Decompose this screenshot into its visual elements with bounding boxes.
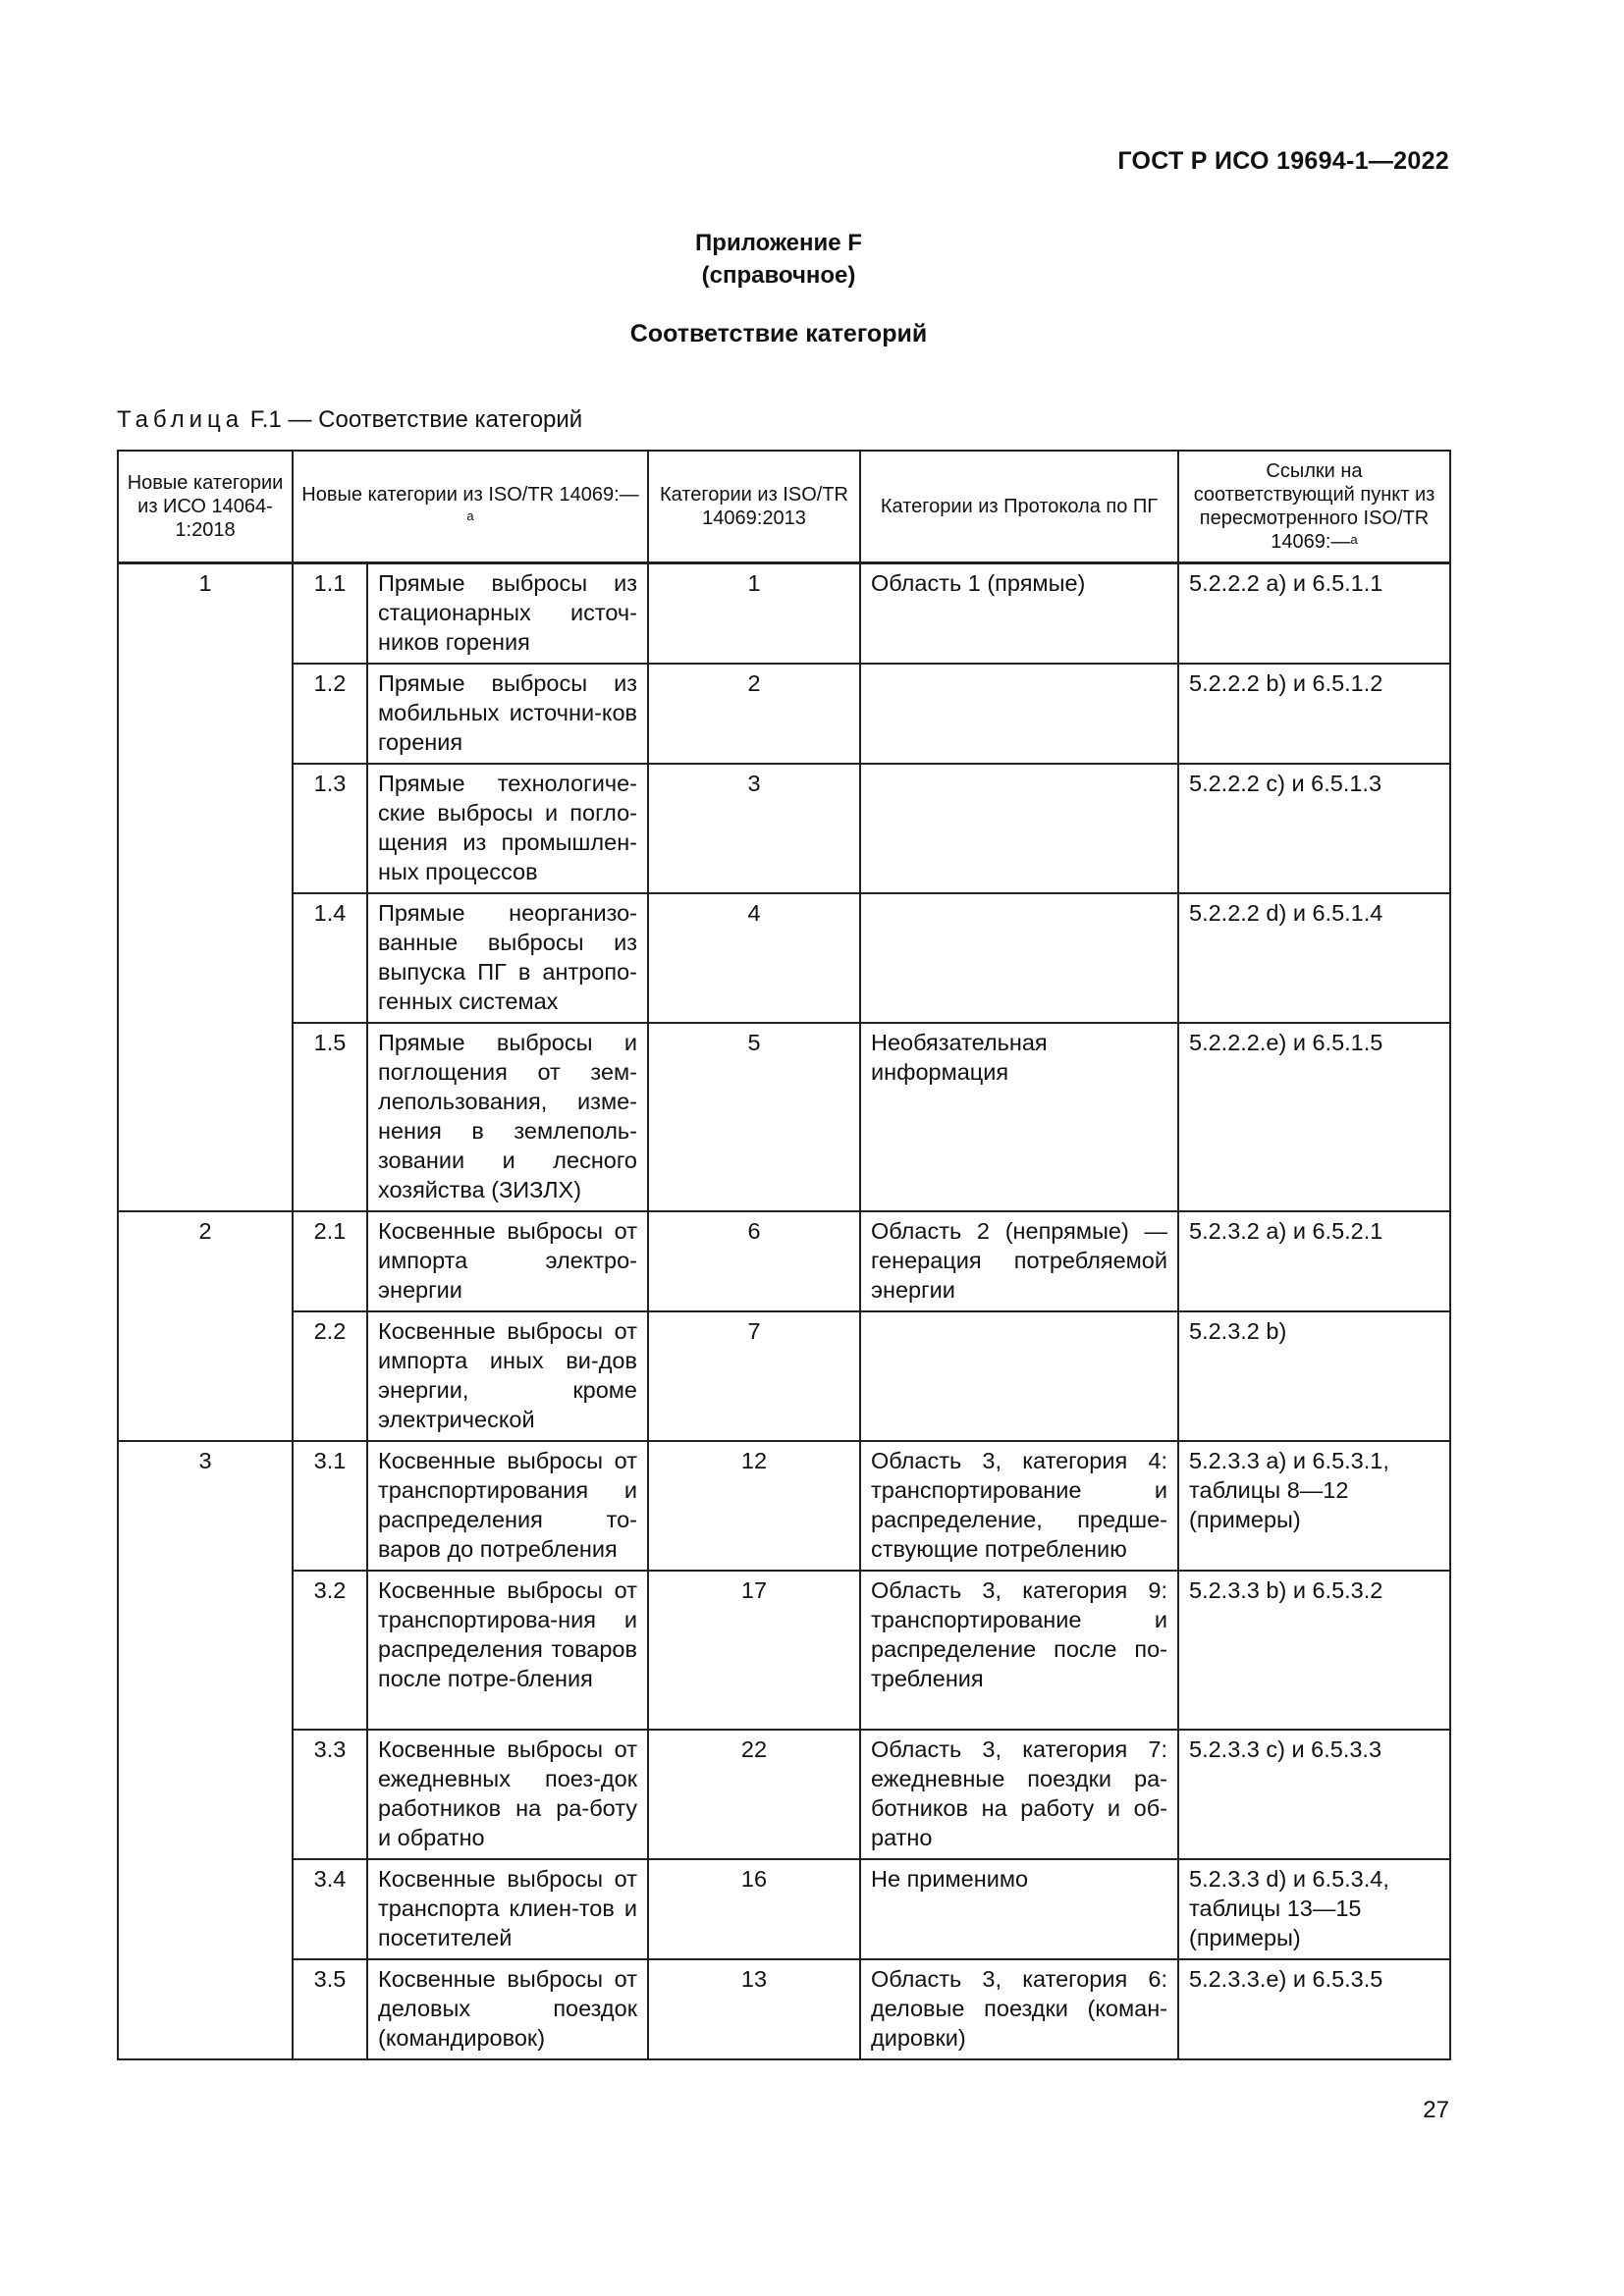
table-row (118, 562, 1450, 664)
header-col2-text: Новые категории из ISO/TR 14069:— (301, 483, 639, 506)
cell-category-code: 1.3 (293, 764, 367, 893)
cell-old-category: 4 (648, 893, 860, 1023)
cell-category-name: Прямые неорганизо-ванные выбросы из выпуска ПГ в антропо-генных системах (367, 893, 648, 1023)
document-code: ГОСТ Р ИСО 19694-1—2022 (1117, 147, 1449, 175)
cell-old-category: 2 (648, 664, 860, 764)
cell-category-name: Косвенные выбросы от импорта электро-энергии (367, 1211, 648, 1311)
cell-ghg-protocol: Область 3, категория 4: транспортирование и распределение, предше-ствующие потреблению (860, 1441, 1178, 1571)
cell-ghg-protocol: Область 2 (непрямые) — генерация потребляемой энергии (860, 1211, 1178, 1311)
table-row (118, 1571, 1450, 1730)
cell-reference: 5.2.2.2 c) и 6.5.1.3 (1178, 764, 1450, 893)
cell-ghg-protocol (860, 893, 1178, 1023)
table-row (118, 893, 1450, 1023)
cell-category-code: 3.2 (293, 1571, 367, 1730)
cell-reference: 5.2.3.2 a) и 6.5.2.1 (1178, 1211, 1450, 1311)
cell-category-code: 1.2 (293, 664, 367, 764)
cell-old-category: 12 (648, 1441, 860, 1571)
header-references (1178, 451, 1450, 562)
table-caption-prefix: Таблица (117, 406, 244, 433)
table-row (118, 1441, 1450, 1571)
table-row (118, 1859, 1450, 1959)
table-row (118, 1730, 1450, 1859)
cell-reference: 5.2.3.2 b) (1178, 1311, 1450, 1441)
table-row (118, 664, 1450, 764)
cell-reference: 5.2.3.3 a) и 6.5.3.1, таблицы 8—12 (примеры) (1178, 1441, 1450, 1571)
cell-old-category: 16 (648, 1859, 860, 1959)
cell-category-name: Прямые выбросы и поглощения от зем-лепользования, изме-нения в землеполь-зовании и лесного хозяйства (ЗИЗЛХ) (367, 1023, 648, 1211)
header-ghg-protocol-categories (860, 451, 1178, 562)
cell-reference: 5.2.2.2 a) и 6.5.1.1 (1178, 562, 1450, 664)
cell-category-code: 2.2 (293, 1311, 367, 1441)
cell-reference: 5.2.3.3.e) и 6.5.3.5 (1178, 1959, 1450, 2059)
cell-old-category: 22 (648, 1730, 860, 1859)
table-row (118, 1959, 1450, 2059)
cell-reference: 5.2.3.3 c) и 6.5.3.3 (1178, 1730, 1450, 1859)
cell-reference: 5.2.3.3 b) и 6.5.3.2 (1178, 1571, 1450, 1730)
cell-category-name: Косвенные выбросы от импорта иных ви-дов энергии, кроме электрической (367, 1311, 648, 1441)
cell-old-category: 1 (648, 562, 860, 664)
cell-old-category: 7 (648, 1311, 860, 1441)
cell-group-id: 1 (118, 562, 293, 1211)
page-number: 27 (1423, 2097, 1449, 2123)
appendix-title: Приложение F (695, 230, 862, 256)
table-row (118, 1211, 1450, 1311)
cell-category-code: 3.5 (293, 1959, 367, 2059)
cell-reference: 5.2.2.2 b) и 6.5.1.2 (1178, 664, 1450, 764)
table-caption (117, 406, 582, 434)
table-row (118, 1311, 1450, 1441)
header-col5-footnote: a (1350, 531, 1358, 547)
cell-old-category: 13 (648, 1959, 860, 2059)
header-col3-text: Категории из ISO/TR 14069:2013 (660, 483, 848, 529)
cell-old-category: 6 (648, 1211, 860, 1311)
appendix-heading: Соответствие категорий (629, 320, 928, 347)
cell-old-category: 5 (648, 1023, 860, 1211)
cell-category-code: 3.4 (293, 1859, 367, 1959)
cell-category-name: Косвенные выбросы от транспортирования и распределения то-варов до потребления (367, 1441, 648, 1571)
header-col1-text: Новые категории из ИСО 14064-1:2018 (127, 471, 284, 541)
cell-category-code: 2.1 (293, 1211, 367, 1311)
category-correspondence-table (117, 450, 1451, 2060)
cell-category-code: 3.1 (293, 1441, 367, 1571)
cell-old-category: 17 (648, 1571, 860, 1730)
header-categories-isotr14069-2013 (648, 451, 860, 562)
cell-category-name: Прямые технологиче-ские выбросы и погло-щения из промышлен-ных процессов (367, 764, 648, 893)
cell-ghg-protocol (860, 764, 1178, 893)
cell-ghg-protocol (860, 1311, 1178, 1441)
cell-reference: 5.2.3.3 d) и 6.5.3.4, таблицы 13—15 (примеры) (1178, 1859, 1450, 1959)
cell-ghg-protocol: Область 3, категория 7: ежедневные поездки ра-ботников на работу и об-ратно (860, 1730, 1178, 1859)
table-row (118, 1023, 1450, 1211)
header-new-categories-iso14064 (118, 451, 293, 562)
header-col4-text: Категории из Протокола по ПГ (880, 495, 1159, 517)
cell-category-code: 3.3 (293, 1730, 367, 1859)
cell-category-code: 1.1 (293, 562, 367, 664)
cell-category-code: 1.4 (293, 893, 367, 1023)
appendix-subtitle: (справочное) (701, 262, 856, 289)
cell-ghg-protocol: Область 1 (прямые) (860, 562, 1178, 664)
header-new-categories-isotr14069 (293, 451, 648, 562)
cell-category-name: Косвенные выбросы от транспорта клиен-тов и посетителей (367, 1859, 648, 1959)
cell-ghg-protocol: Не применимо (860, 1859, 1178, 1959)
cell-category-name: Прямые выбросы из стационарных источ-ников горения (367, 562, 648, 664)
cell-category-name: Прямые выбросы из мобильных источни-ков горения (367, 664, 648, 764)
cell-ghg-protocol: Необязательная информация (860, 1023, 1178, 1211)
cell-reference: 5.2.2.2.e) и 6.5.1.5 (1178, 1023, 1450, 1211)
header-col2-footnote: a (466, 507, 474, 523)
cell-ghg-protocol (860, 664, 1178, 764)
cell-category-code: 1.5 (293, 1023, 367, 1211)
header-col5-text: Ссылки на соответствующий пункт из пересмотренного ISO/TR 14069:— (1193, 459, 1435, 553)
table-header-row (118, 451, 1450, 562)
cell-category-name: Косвенные выбросы от деловых поездок (командировок) (367, 1959, 648, 2059)
cell-group-id: 3 (118, 1441, 293, 2059)
cell-reference: 5.2.2.2 d) и 6.5.1.4 (1178, 893, 1450, 1023)
cell-category-name: Косвенные выбросы от ежедневных поез-док работников на ра-боту и обратно (367, 1730, 648, 1859)
cell-old-category: 3 (648, 764, 860, 893)
cell-ghg-protocol: Область 3, категория 6: деловые поездки (коман-дировки) (860, 1959, 1178, 2059)
table-caption-text: F.1 — Соответствие категорий (249, 406, 583, 433)
cell-group-id: 2 (118, 1211, 293, 1441)
cell-ghg-protocol: Область 3, категория 9: транспортирование и распределение после по-требления (860, 1571, 1178, 1730)
table-row (118, 764, 1450, 893)
cell-category-name: Косвенные выбросы от транспортирова-ния и распределения товаров после потре-бления (367, 1571, 648, 1730)
